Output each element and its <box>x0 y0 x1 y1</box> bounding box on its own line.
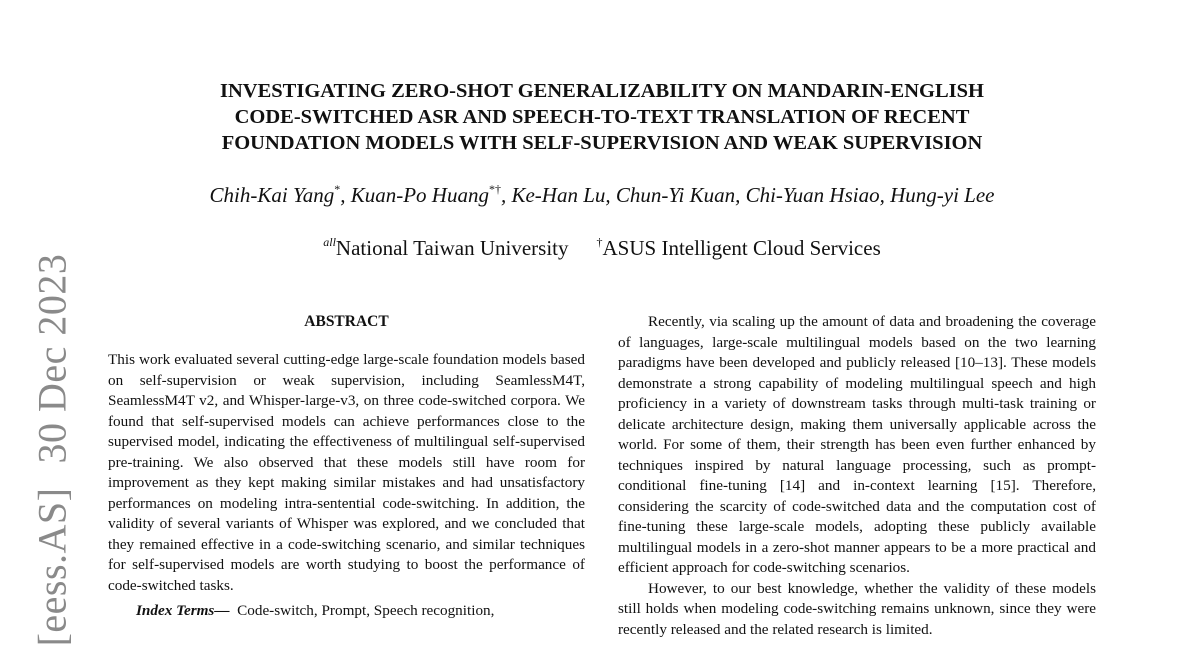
affiliation-mark: † <box>596 235 603 249</box>
author-name: Chih-Kai Yang <box>209 183 335 207</box>
arxiv-side-stamp <box>29 230 76 647</box>
index-terms <box>108 601 585 622</box>
abstract-heading: ABSTRACT <box>304 313 389 330</box>
affiliation-name: National Taiwan University <box>335 236 569 260</box>
author-mark: *† <box>488 182 501 196</box>
affiliation-line <box>120 235 1084 261</box>
abstract-body: This work evaluated several cutting-edge large-scale foundation models based on self-supervision or weak supervision, including SeamlessM4T, SeamlessM4T v2, and Whisper-large-v3, on three code-switched corpora. We found that self-supervised models can achieve performances close to the supervised model, indicating the effectiveness of multilingual self-supervised pre-training. We also observed that these models still have room for improvement as they kept making similar mistakes and had unsatisfactory performances on modeling intra-sentential code-switching. In addition, the validity of several variants of Whisper was explored, and we concluded that they remained effective in a code-switching scenario, and similar techniques for self-supervised models are worth studying to boost the performance of code-switched tasks. <box>108 351 585 594</box>
left-column <box>108 350 585 622</box>
arxiv-category: [eess.AS] <box>29 487 75 647</box>
author-mark: * <box>334 182 341 196</box>
intro-paragraph: However, to our best knowledge, whether the validity of these models still holds when modeling code-switching remains unknown, since they were recently released and the related research is limited. <box>618 579 1096 638</box>
author-name: Kuan-Po Huang <box>350 183 489 207</box>
title-line: INVESTIGATING ZERO-SHOT GENERALIZABILITY ON MANDARIN-ENGLISH <box>220 80 984 102</box>
title-line: CODE-SWITCHED ASR AND SPEECH-TO-TEXT TRANSLATION OF RECENT <box>234 106 970 128</box>
affiliation-name: ASUS Intelligent Cloud Services <box>602 236 881 260</box>
author-list: Chih-Kai Yang*, Kuan-Po Huang*†, Ke-Han Lu, Chun-Yi Kuan, Chi-Yuan Hsiao, Hung-yi Lee <box>209 182 995 207</box>
author-names-rest: Ke-Han Lu, Chun-Yi Kuan, Chi-Yuan Hsiao, Hung-yi Lee <box>511 183 995 207</box>
title-line: FOUNDATION MODELS WITH SELF-SUPERVISION AND WEAK SUPERVISION <box>221 132 983 154</box>
index-terms-label: Index Terms— <box>136 602 230 619</box>
intro-paragraph: Recently, via scaling up the amount of data and broadening the coverage of languages, large-scale multilingual models based on the two learning paradigms have been developed and publicly released [10–13]. These models demonstrate a strong capability of modeling multilingual speech and high proficiency in a variety of downstream tasks through multi-task training or delicate architecture design, making them universally applicable across the world. For some of them, their strength has been even further enhanced by techniques inspired by natural language processing, such as prompt-conditional fine-tuning [14] and in-context learning [15]. Therefore, considering the scarcity of code-switched data and the computation cost of fine-tuning these large-scale models, adopting these publicly available multilingual models in a zero-shot manner appears to be a more practical and efficient approach for code-switching scenarios. <box>618 313 1096 576</box>
index-terms-list: Code-switch, Prompt, Speech recognition, <box>237 602 495 619</box>
paper-title <box>140 78 1064 156</box>
affiliation-mark: all <box>323 235 336 249</box>
arxiv-date: 30 Dec 2023 <box>29 253 75 464</box>
right-column <box>618 312 1096 640</box>
